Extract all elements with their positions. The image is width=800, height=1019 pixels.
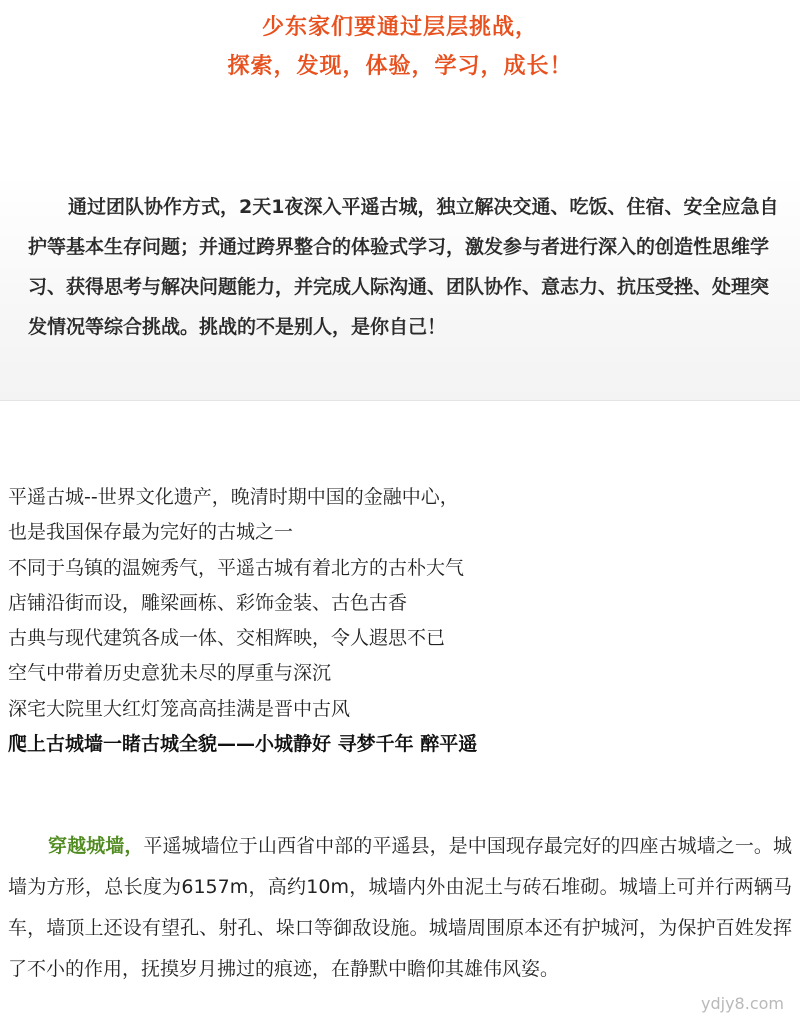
intro-section — [0, 175, 800, 401]
city-wall-text: 平遥城墙位于山西省中部的平遥县，是中国现存最完好的四座古城墙之一。城墙为方形，总长度为6157m，高约10m，城墙内外由泥土与砖石堆砌。城墙上可并行两辆马车，墙顶上还设有望孔、射孔、垛口等御敌设施。城墙周围原本还有护城河，为保护百姓发挥了不小的作用，抚摸岁月拂过的痕迹，在静默中瞻仰其雄伟风姿。 — [8, 835, 792, 980]
poem-line: 不同于乌镇的温婉秀气，平遥古城有着北方的古朴大气 — [8, 556, 465, 579]
watermark: ydjy8.com — [701, 994, 784, 1013]
headline-line-2: 探索，发现，体验，学习，成长！ — [227, 54, 573, 79]
poem-line: 深宅大院里大红灯笼高高挂满是晋中古风 — [8, 697, 351, 720]
poem-line: 也是我国保存最为完好的古城之一 — [8, 521, 294, 544]
poem-line: 古典与现代建筑各成一体、交相辉映，令人遐思不已 — [8, 627, 446, 650]
poem-line: 店铺沿街而设，雕梁画栋、彩饰金装、古色古香 — [8, 591, 408, 614]
poem-bold-line: 爬上古城墙一睹古城全貌——小城静好 寻梦千年 醉平遥 — [8, 733, 478, 756]
poem-section — [8, 480, 792, 762]
city-wall-description — [8, 826, 792, 990]
city-wall-highlight: 穿越城墙， — [48, 835, 144, 857]
poem-line: 空气中带着历史意犹未尽的厚重与深沉 — [8, 662, 332, 685]
intro-paragraph: 通过团队协作方式，2天1夜深入平遥古城，独立解决交通、吃饭、住宿、安全应急自护等基本生存问题；并通过跨界整合的体验式学习，激发参与者进行深入的创造性思维学习、获得思考与解决问题能力，并完成人际沟通、团队协作、意志力、抗压受挫、处理突发情况等综合挑战。挑战的不是别人，是你自己！ — [28, 196, 779, 338]
headline-line-1: 少东家们要通过层层挑战， — [261, 15, 538, 40]
poem-line: 平遥古城--世界文化遗产，晚清时期中国的金融中心， — [8, 486, 459, 508]
